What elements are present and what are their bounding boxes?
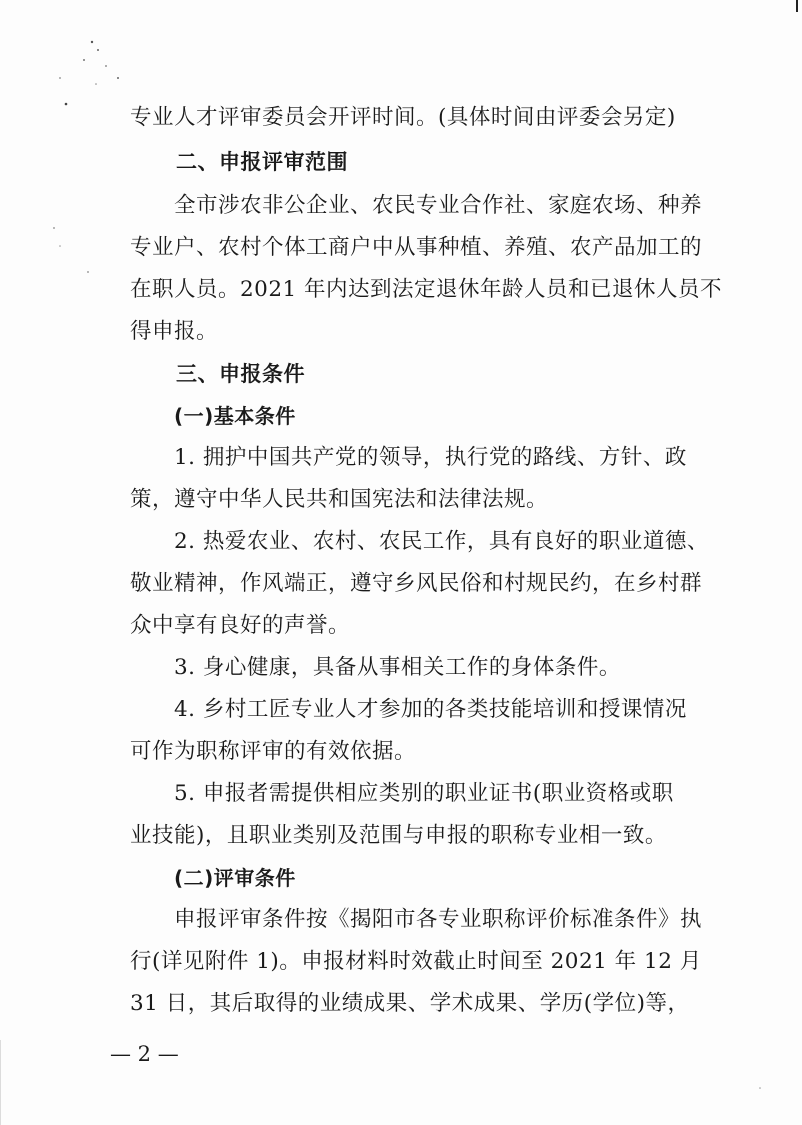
text-line: 众中享有良好的声誉。 [130,613,351,638]
text-line: 5. 申报者需提供相应类别的职业证书(职业资格或职 [174,781,674,806]
subsection-heading: (一)基本条件 [174,404,296,428]
page-number: — 2 — [110,1042,179,1066]
text-line: 得申报。 [130,319,219,344]
text-line: 专业人才评审委员会开评时间。(具体时间由评委会另定) [130,105,676,130]
section-heading: 三、申报条件 [176,362,305,386]
text-line: 2. 热爱农业、农村、农民工作，具有良好的职业道德、 [174,529,709,554]
text-line: 3. 身心健康，具备从事相关工作的身体条件。 [174,655,621,680]
text-line: 策，遵守中华人民共和国宪法和法律法规。 [130,487,549,512]
text-line: 1. 拥护中国共产党的领导，执行党的路线、方针、政 [174,445,687,470]
section-heading: 二、申报评审范围 [176,150,348,174]
text-line: 4. 乡村工匠专业人才参加的各类技能培训和授课情况 [174,697,687,722]
text-line: 专业户、农村个体工商户中从事种植、养殖、农产品加工的 [130,235,703,260]
subsection-heading: (二)评审条件 [174,866,296,890]
text-line: 行(详见附件 1)。申报材料时效截止时间至 2021 年 12 月 [130,949,702,974]
text-line: 可作为职称评审的有效依据。 [130,739,417,764]
text-line: 业技能)，且职业类别及范围与申报的职称专业相一致。 [130,823,667,848]
text-line: 全市涉农非公企业、农民专业合作社、家庭农场、种养 [174,193,703,218]
text-line: 在职人员。2021 年内达到法定退休年龄人员和已退休人员不 [130,277,723,302]
text-line: 申报评审条件按《揭阳市各专业职称评价标准条件》执 [174,907,703,932]
text-line: 31 日，其后取得的业绩成果、学术成果、学历(学位)等， [130,991,690,1016]
text-line: 敬业精神，作风端正，遵守乡风民俗和村规民约，在乡村群 [130,571,703,596]
